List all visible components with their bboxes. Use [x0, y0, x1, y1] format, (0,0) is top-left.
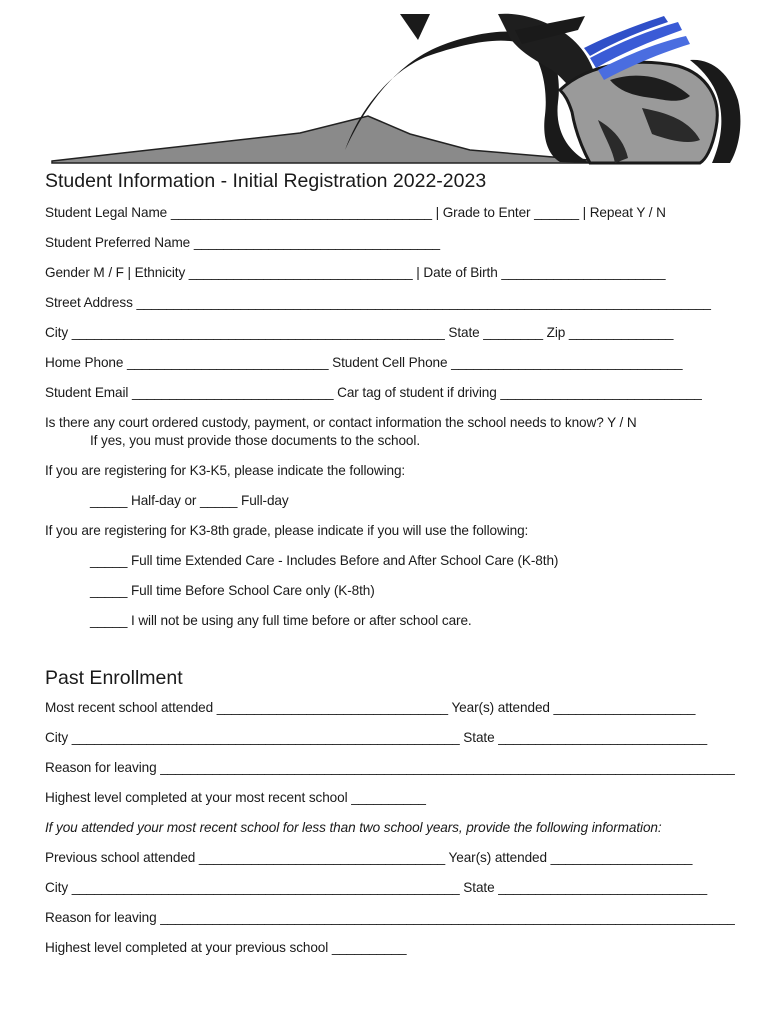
k3-8th-instruction: If you are registering for K3-8th grade, please indicate if you will use the following: — [45, 523, 529, 538]
phone-line: Home Phone ___________________________ Student Cell Phone _______________________________ — [45, 355, 683, 370]
recent-city-state-line: City ____________________________________________________ State ____________________________ — [45, 730, 708, 745]
half-full-day-option: _____ Half-day or _____ Full-day — [90, 493, 289, 508]
previous-school-line: Previous school attended _________________________________ Year(s) attended ___________________ — [45, 850, 693, 865]
no-care-option: _____ I will not be using any full time before or after school care. — [90, 613, 472, 628]
email-car-tag-line: Student Email ___________________________ Car tag of student if driving ___________________________ — [45, 385, 702, 400]
custody-question: Is there any court ordered custody, payment, or contact information the school needs to know? Y / N — [45, 415, 637, 430]
extended-care-option: _____ Full time Extended Care - Includes Before and After School Care (K-8th) — [90, 553, 559, 568]
previous-school-instruction: If you attended your most recent school for less than two school years, provide the following information: — [45, 820, 662, 835]
previous-city-state-line: City ____________________________________________________ State ____________________________ — [45, 880, 708, 895]
before-school-care-option: _____ Full time Before School Care only (K-8th) — [90, 583, 375, 598]
city-state-zip-line: City __________________________________________________ State ________ Zip ______________ — [45, 325, 674, 340]
previous-reason-line: Reason for leaving _____________________________________________________________________________ — [45, 910, 735, 925]
previous-level-line: Highest level completed at your previous school __________ — [45, 940, 407, 955]
preferred-name-line: Student Preferred Name _________________________________ — [45, 235, 441, 250]
k3-k5-instruction: If you are registering for K3-K5, please indicate the following: — [45, 463, 406, 478]
recent-level-line: Highest level completed at your most recent school __________ — [45, 790, 426, 805]
gender-ethnicity-dob-line: Gender M / F | Ethnicity ______________________________ | Date of Birth ______________________ — [45, 265, 666, 280]
recent-reason-line: Reason for leaving _____________________________________________________________________________ — [45, 760, 735, 775]
mascot-illustration — [0, 0, 770, 165]
section-title-past-enrollment: Past Enrollment — [45, 667, 183, 689]
section-title-student-information: Student Information - Initial Registration 2022-2023 — [45, 170, 487, 192]
custody-note: If yes, you must provide those documents to the school. — [90, 433, 420, 448]
street-address-line: Street Address _____________________________________________________________________________ — [45, 295, 711, 310]
recent-school-line: Most recent school attended _______________________________ Year(s) attended ___________________ — [45, 700, 696, 715]
student-legal-name-line: Student Legal Name ___________________________________ | Grade to Enter ______ | Repeat Y / N — [45, 205, 666, 220]
